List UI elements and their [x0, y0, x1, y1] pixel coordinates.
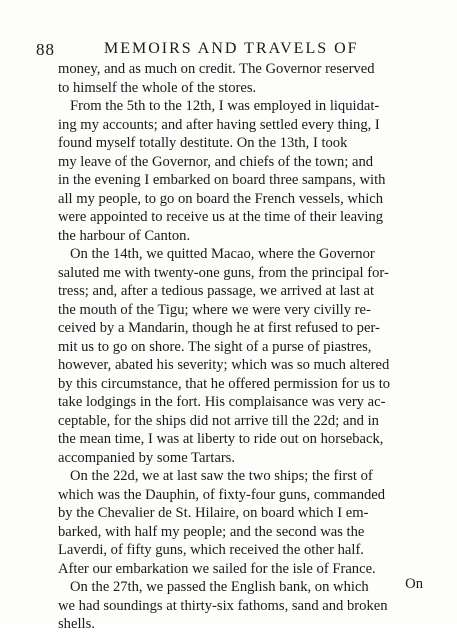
- text-line: ing my accounts; and after having settled every thing, I: [58, 116, 380, 133]
- text-line: shells.: [58, 616, 95, 632]
- text-line: by this circumstance, that he offered permission for us to: [58, 375, 391, 392]
- text-line: ceived by a Mandarin, though he at first refused to per-: [58, 320, 380, 336]
- text-line: to himself the whole of the stores.: [58, 79, 257, 96]
- text-line: accompanied by some Tartars.: [58, 449, 236, 466]
- page-number: 88: [36, 40, 55, 59]
- text-line: From the 5th to the 12th, I was employed in liquidat-: [70, 98, 380, 114]
- text-line: found myself totally destitute. On the 13th, I took: [58, 135, 348, 151]
- text-line: were appointed to receive us at the time of their leaving: [58, 209, 383, 225]
- text-line: by the Chevalier de St. Hilaire, on board which I em-: [58, 505, 369, 521]
- text-line: the mean time, I was at liberty to ride out on horseback,: [58, 431, 384, 447]
- page-header: [36, 40, 426, 62]
- text-line: all my people, to go on board the French vessels, which: [58, 190, 384, 207]
- text-line: barked, with half my people; and the second was the: [58, 523, 365, 540]
- text-line: On the 22d, we at last saw the two ships; the first of: [70, 468, 373, 484]
- text-line: After our embarkation we sailed for the isle of France.: [58, 560, 376, 577]
- text-line: ceptable, for the ships did not arrive till the 22d; and in: [58, 412, 379, 429]
- catchword: On: [405, 576, 423, 592]
- text-line: the harbour of Canton.: [58, 227, 191, 244]
- running-title: MEMOIRS AND TRAVELS OF: [104, 40, 359, 57]
- text-line: saluted me with twenty-one guns, from the principal for-: [58, 264, 389, 281]
- text-line: mit us to go on shore. The sight of a purse of piastres,: [58, 338, 372, 355]
- text-line: On the 27th, we passed the English bank, on which: [70, 579, 369, 595]
- text-line: we had soundings at thirty-six fathoms, sand and broken: [58, 597, 388, 614]
- text-line: money, and as much on credit. The Governor reserved: [58, 61, 375, 77]
- text-line: tress; and, after a tedious passage, we arrived at last at: [58, 283, 375, 299]
- text-line: in the evening I embarked on board three sampans, with: [58, 172, 386, 188]
- text-line: however, abated his severity; which was so much altered: [58, 357, 390, 373]
- text-line: my leave of the Governor, and chiefs of the town; and: [58, 153, 374, 170]
- text-line: the mouth of the Tigu; where we were very civilly re-: [58, 301, 371, 318]
- text-line: which was the Dauphin, of fixty-four guns, commanded: [58, 486, 386, 503]
- text-line: On the 14th, we quitted Macao, where the Governor: [70, 246, 375, 262]
- text-line: Laverdi, of fifty guns, which received the other half.: [58, 542, 364, 558]
- body-text: [58, 60, 413, 634]
- text-line: take lodgings in the fort. His complaisance was very ac-: [58, 394, 386, 410]
